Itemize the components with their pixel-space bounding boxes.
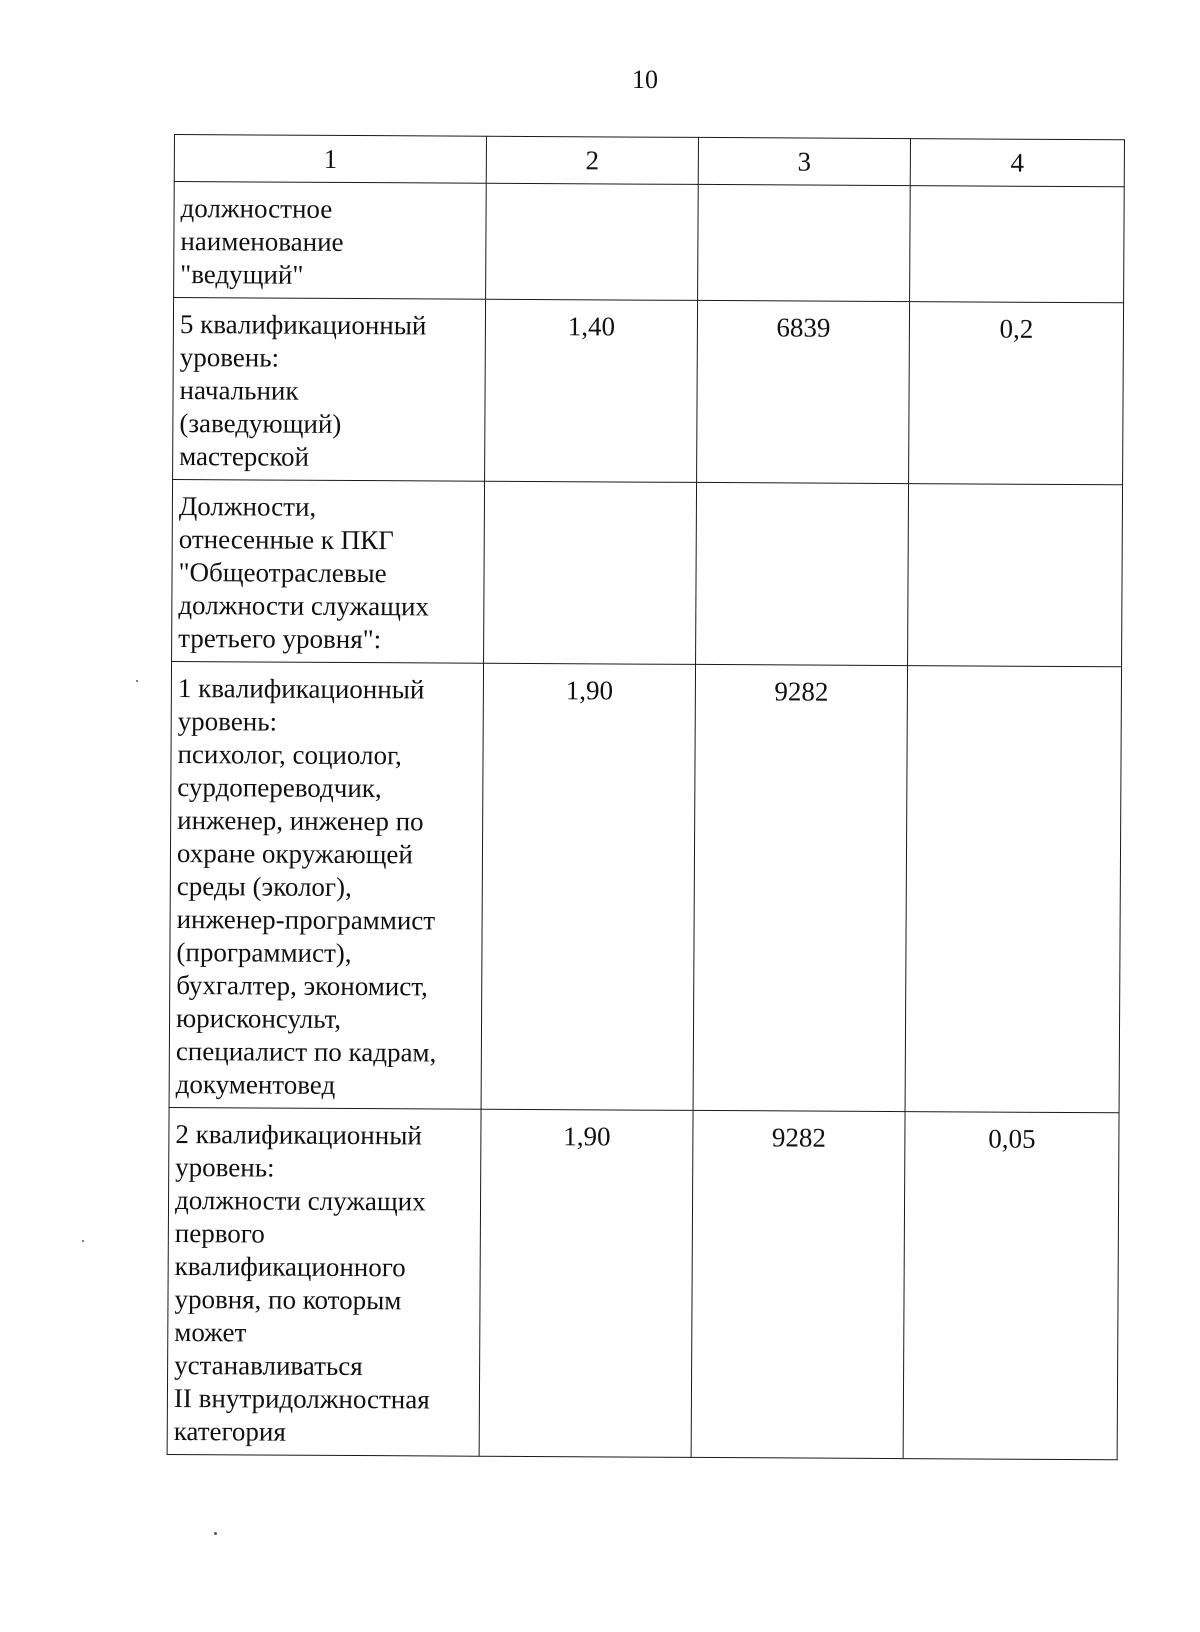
coefficient-cell: 1,90 (481, 663, 695, 1110)
position-label: 5 квалификационный уровень: начальник (заведующий) мастерской (173, 298, 486, 482)
salary-cell: 6839 (697, 300, 910, 483)
allowance-cell (910, 186, 1125, 303)
position-label: 1 квалификационный уровень: психолог, социолог, сурдопереводчик, инженер, инженер по охране окружающей среды (эколог), инженер-программист (программист), бухгалтер, экономист, юрисконсульт, специалист по кадрам, документовед (169, 661, 483, 1109)
header-cell-3: 3 (698, 137, 910, 185)
salary-cell: 9282 (693, 664, 907, 1111)
header-cell-1: 1 (174, 135, 486, 184)
salary-cell (696, 482, 909, 665)
position-label: Должности, отнесенные к ПКГ "Общеотраслевые должности служащих третьего уровня": (172, 479, 485, 663)
positions-table (167, 134, 1125, 1460)
coefficient-cell: 1,40 (485, 299, 698, 482)
coefficient-cell (486, 183, 699, 300)
position-label: 2 квалификационный уровень: должности служащих первого квалификационного уровня, по которым может устанавливаться II внутридолжностная категория (167, 1107, 481, 1456)
salary-cell (698, 184, 911, 301)
table-row (169, 661, 1121, 1112)
coefficient-cell: 1,90 (479, 1109, 693, 1457)
position-label: должностное наименование "ведущий" (174, 182, 487, 300)
scan-speck (136, 680, 138, 682)
header-cell-4: 4 (910, 139, 1124, 187)
allowance-cell (908, 484, 1123, 667)
header-cell-2: 2 (486, 136, 698, 184)
scan-speck (82, 1240, 84, 1242)
table-row (174, 182, 1125, 303)
allowance-cell: 0,05 (903, 1112, 1119, 1460)
page-number: 10 (632, 65, 658, 94)
scan-speck (214, 1532, 217, 1535)
coefficient-cell (484, 481, 697, 664)
table-header-row (174, 135, 1124, 187)
salary-cell: 9282 (691, 1110, 905, 1458)
allowance-cell: 0,2 (909, 302, 1124, 485)
table-row (172, 479, 1123, 666)
allowance-cell (905, 666, 1121, 1113)
table-row (167, 1107, 1119, 1459)
table-row (173, 298, 1124, 485)
